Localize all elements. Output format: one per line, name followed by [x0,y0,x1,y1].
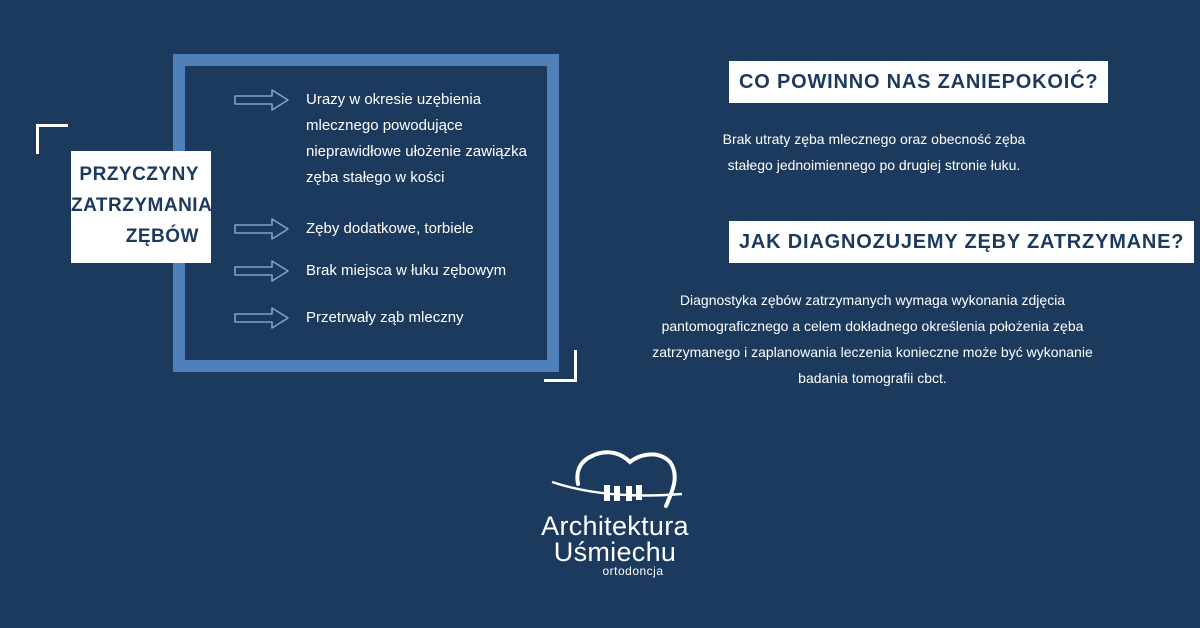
arrow-right-outline-icon [234,89,290,111]
brand-logo [520,448,710,588]
corner-bracket-top-left [36,124,68,154]
question2-text: Diagnostyka zębów zatrzymanych wymaga wykonania zdjęcia pantomograficznego a celem dokładnego określenia położenia zęba zatrzymanego i zaplanowania leczenia konieczne może być wykonanie badania tomografii cbct. [652,292,1093,386]
cause-item [234,87,551,191]
cause-item-text: Brak miejsca w łuku zębowym [306,262,507,279]
causes-title-line: PRZYCZYNY [79,164,199,185]
logo-name-line1: Architektura [541,511,689,541]
question1-title: CO POWINNO NAS ZANIEPOKOIĆ? [729,61,1108,103]
cause-item-text: Urazy w okresie uzębienia mlecznego powodujące nieprawidłowe ułożenie zawiązka zęba stałego w kości [306,91,527,186]
cause-item [234,258,551,284]
cause-item-text: Zęby dodatkowe, torbiele [306,220,474,237]
causes-title-line: ZATRZYMANIA [71,195,213,216]
arrow-right-outline-icon [234,307,290,329]
causes-title-line: ZĘBÓW [125,226,199,247]
question2-title: JAK DIAGNOZUJEMY ZĘBY ZATRZYMANE? [729,221,1194,263]
question1-text: Brak utraty zęba mlecznego oraz obecność zęba stałego jednoimiennego po drugiej stronie łuku. [722,131,1026,173]
cause-item-text: Przetrwały ząb mleczny [306,309,464,326]
logo-subtitle: ortodoncja [602,564,664,578]
corner-bracket-bottom-right [544,350,577,382]
cause-item [234,216,551,242]
cause-item [234,305,551,331]
causes-title-box [71,151,211,263]
tooth-braces-icon [548,448,682,512]
arrow-right-outline-icon [234,260,290,282]
logo-name-line2: Uśmiechu [553,537,677,567]
arrow-right-outline-icon [234,218,290,240]
